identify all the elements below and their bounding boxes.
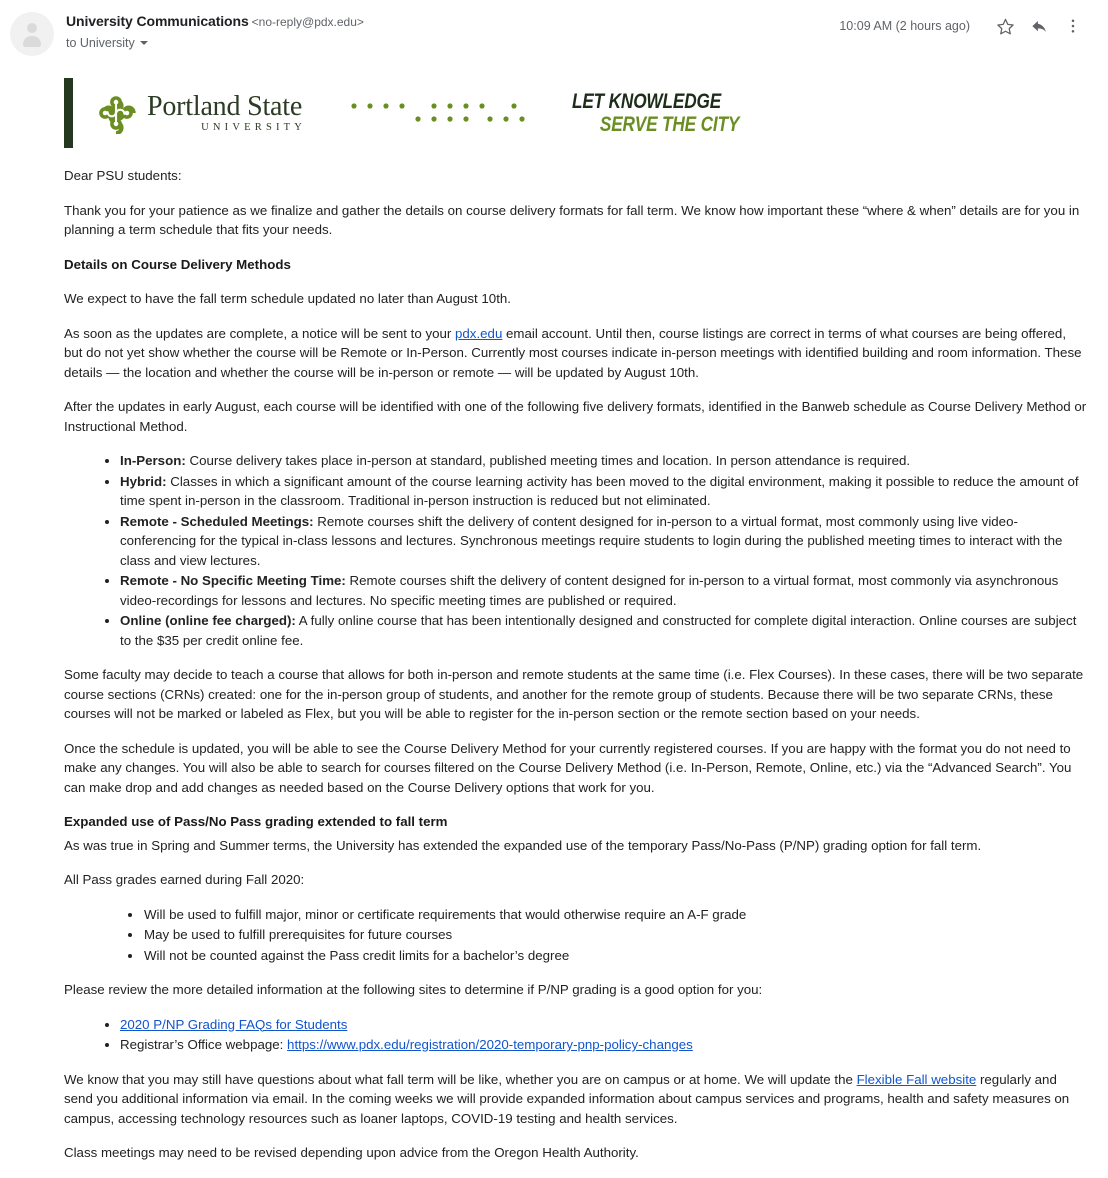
resource-links-list bbox=[64, 1015, 1088, 1055]
updates-notice-paragraph bbox=[64, 324, 1088, 383]
chevron-down-icon[interactable] bbox=[140, 41, 148, 45]
pdx-edu-link[interactable]: pdx.edu bbox=[455, 325, 503, 341]
list-item: Will be used to fulfill major, minor or certificate requirements that would otherwise require an A-F grade bbox=[144, 905, 1088, 925]
registrar-office-link[interactable]: https://www.pdx.edu/registration/2020-temporary-pnp-policy-changes bbox=[287, 1037, 693, 1052]
list-item bbox=[120, 1015, 1088, 1035]
delivery-format-desc: Remote courses shift the delivery of content designed for in-person to a virtual format, most commonly via asynchronous video-recordings for lessons and lectures. No specific meeting times are published or required. bbox=[120, 573, 1059, 608]
tagline-line-1: LET KNOWLEDGE bbox=[572, 90, 722, 113]
sender-email: <no-reply@pdx.edu> bbox=[251, 15, 364, 29]
header-actions bbox=[839, 13, 1090, 39]
reply-icon[interactable] bbox=[1022, 13, 1056, 39]
decorative-dot-pattern bbox=[348, 98, 528, 128]
list-item bbox=[120, 611, 1088, 650]
pnp-grading-faqs-link[interactable]: 2020 P/NP Grading FAQs for Students bbox=[120, 1016, 348, 1032]
list-item bbox=[120, 512, 1088, 571]
questions-paragraph bbox=[64, 1070, 1088, 1129]
flexible-fall-website-link[interactable]: Flexible Fall website bbox=[856, 1071, 977, 1087]
tagline-line-2: SERVE THE CITY bbox=[599, 113, 740, 136]
pass-no-pass-intro-paragraph: As was true in Spring and Summer terms, the University has extended the expanded use of the temporary Pass/No-Pass (P/NP) grading option for fall term. bbox=[64, 837, 982, 853]
list-item: May be used to fulfill prerequisites for future courses bbox=[144, 925, 1088, 945]
banner-accent-bar bbox=[64, 78, 73, 148]
list-item: Will not be counted against the Pass credit limits for a bachelor’s degree bbox=[144, 946, 1088, 966]
sender-block bbox=[66, 12, 364, 51]
heading-pass-no-pass: Expanded use of Pass/No Pass grading extended to fall term bbox=[64, 814, 448, 829]
list-item bbox=[120, 472, 1088, 511]
questions-pre: We know that you may still have questions about what fall term will be like, whether you are on campus or at home. We will update the bbox=[64, 1071, 857, 1087]
greeting-paragraph: Dear PSU students: bbox=[64, 168, 182, 183]
psu-wordmark bbox=[147, 91, 307, 134]
star-icon[interactable] bbox=[988, 13, 1022, 39]
delivery-format-term: Hybrid: bbox=[120, 473, 167, 489]
delivery-formats-list bbox=[64, 451, 1088, 650]
delivery-format-term: Remote - No Specific Meeting Time: bbox=[120, 573, 346, 588]
more-options-icon[interactable] bbox=[1056, 13, 1090, 39]
class-meetings-paragraph: Class meetings may need to be revised depending upon advice from the Oregon Health Authority. bbox=[64, 1145, 639, 1160]
registrar-label: Registrar’s Office webpage: bbox=[120, 1037, 288, 1052]
psu-logo bbox=[95, 91, 307, 134]
updates-notice-post: email account. Until then, course listings are correct in terms of what courses are being offered, but do not yet show whether the course will be Remote or In-Person. Currently most courses indicate in-person meetings with identified building and room information. These details — the location and whether the course will be in-person or remote — will be updated by August 10th. bbox=[64, 325, 1082, 380]
psu-knot-logo-icon bbox=[95, 92, 137, 134]
schedule-update-paragraph: We expect to have the fall term schedule updated no later than August 10th. bbox=[64, 291, 511, 306]
delivery-format-term: Remote - Scheduled Meetings: bbox=[120, 513, 314, 529]
review-info-paragraph: Please review the more detailed information at the following sites to determine if P/NP grading is a good option for you: bbox=[64, 982, 763, 997]
email-header bbox=[0, 0, 1108, 62]
sender-line bbox=[66, 12, 364, 31]
delivery-format-desc: A fully online course that has been intentionally designed and constructed for complete digital interaction. Online courses are subject to the $35 per credit online fee. bbox=[120, 613, 1077, 648]
delivery-format-desc: Classes in which a significant amount of the course learning activity has been moved to the digital environment, making it possible to reduce the amount of time spent in-person in the classroom. Traditional in-person instruction is reduced but not eliminated. bbox=[120, 473, 1079, 508]
heading-course-delivery-methods: Details on Course Delivery Methods bbox=[64, 256, 291, 272]
schedule-updated-paragraph: Once the schedule is updated, you will be able to see the Course Delivery Method for your currently registered courses. If you are happy with the format you do not need to make any changes. You will also be able to search for courses filtered on the Course Delivery Method (i.e. In-Person, Remote, Online, etc.) via the “Advanced Search”. You can make drop and add changes as needed based on the Course Delivery options that work for you. bbox=[64, 740, 1072, 795]
avatar-body-shape bbox=[23, 36, 41, 47]
psu-banner bbox=[64, 74, 1088, 152]
delivery-format-term: Online (online fee charged): bbox=[120, 613, 296, 628]
after-updates-paragraph: After the updates in early August, each course will be identified with one of the following five delivery formats, identified in the Banweb schedule as Course Delivery Method or Instructional Method. bbox=[64, 399, 1087, 434]
delivery-format-desc: Course delivery takes place in-person at standard, published meeting times and location. In person attendance is required. bbox=[185, 453, 911, 468]
updates-notice-pre: As soon as the updates are complete, a notice will be sent to your bbox=[64, 325, 456, 341]
delivery-format-desc: Remote courses shift the delivery of content designed for in-person to a virtual format, most commonly using live video-conferencing for the typical in-class lessons and lectures. Synchronous meetings require students to login during the published meeting times to interact with the class and view lectures. bbox=[120, 513, 1063, 568]
recipient-row[interactable] bbox=[66, 35, 364, 51]
delivery-format-term: In-Person: bbox=[120, 453, 186, 468]
thanks-paragraph: Thank you for your patience as we finalize and gather the details on course delivery formats for fall term. We know how important these “where & when” details are for you in planning a term schedule that fits your needs. bbox=[64, 202, 1080, 237]
logo-portland-state: Portland State bbox=[147, 91, 303, 122]
list-item bbox=[120, 571, 1088, 610]
avatar bbox=[10, 12, 54, 56]
questions-post: regularly and send you additional information via email. In the coming weeks we will provide expanded information about campus services and programs, health and safety measures on campus, accessing technology resources such as loaner laptops, COVID-19 testing and health services. bbox=[64, 1071, 1070, 1126]
psu-tagline bbox=[572, 90, 739, 136]
all-pass-grades-paragraph: All Pass grades earned during Fall 2020: bbox=[64, 872, 305, 887]
flex-courses-paragraph: Some faculty may decide to teach a course that allows for both in-person and remote students at the same time (i.e. Flex Courses). In these cases, there will be two separate course sections (CRNs) created: one for the in-person group of students, and another for the remote group of students. Because there will be two separate CRNs, these courses will not be marked or labeled as Flex, but you will be able to register for the in-person section or the remote section based on your needs. bbox=[64, 667, 1084, 721]
list-item bbox=[120, 1035, 1088, 1055]
sender-name: University Communications bbox=[66, 13, 249, 29]
email-body bbox=[0, 74, 1108, 1163]
list-item bbox=[120, 451, 1088, 471]
pass-grades-list bbox=[64, 905, 1088, 966]
logo-university: UNIVERSITY bbox=[201, 122, 307, 133]
timestamp: 10:09 AM (2 hours ago) bbox=[839, 19, 970, 33]
recipient-label: to University bbox=[66, 36, 135, 50]
avatar-head-shape bbox=[27, 23, 37, 33]
